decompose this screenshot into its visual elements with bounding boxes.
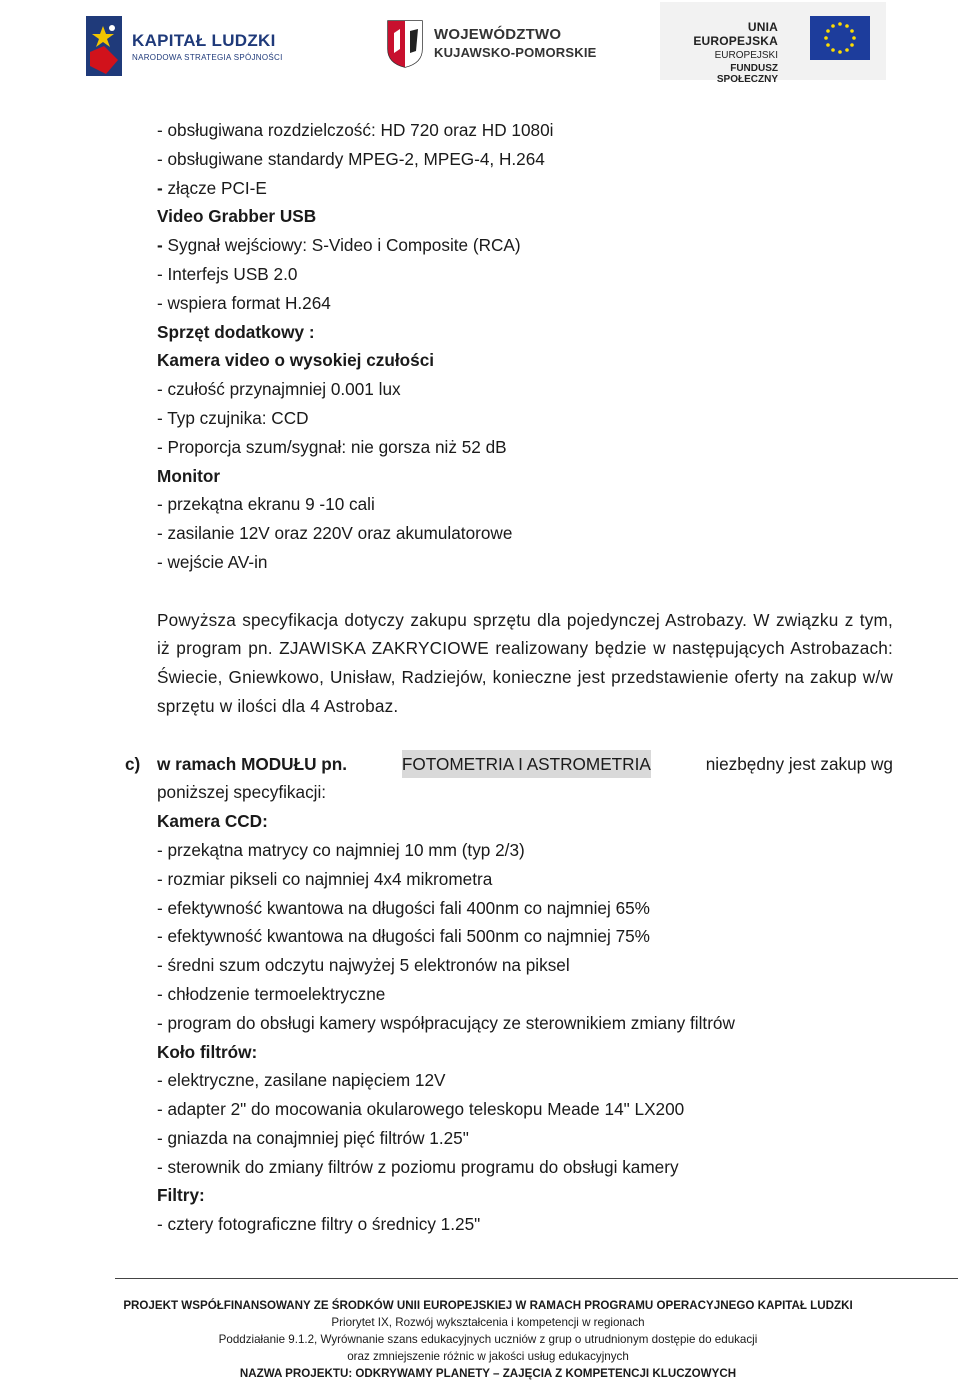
- spec-line: - czułość przynajmniej 0.001 lux: [157, 379, 401, 400]
- module-name-highlight: FOTOMETRIA I ASTROMETRIA: [402, 750, 651, 779]
- camera-title: Kamera video o wysokiej czułości: [157, 350, 435, 371]
- spec-line: - wspiera format H.264: [157, 292, 331, 313]
- spec-line: - gniazda na conajmniej pięć filtrów 1.25": [157, 1127, 469, 1148]
- video-grabber-title: Video Grabber USB: [157, 206, 317, 227]
- astrobaza-paragraph: Powyższa specyfikacja dotyczy zakupu sprzętu dla pojedynczej Astrobazy. W związku z tym, iż program pn. ZJAWISKA ZAKRYCIOWE realizowany będzie w następujących Astrobazach: Świecie, Gniewkowo, Unisław, Radziejów, konieczne jest przedstawienie oferty na zakup w/w sprzętu w ilości dla 4 Astrobaz.: [157, 609, 893, 716]
- spec-line: - obsługiwane standardy MPEG-2, MPEG-4, H.264: [157, 148, 545, 169]
- spec-line: - cztery fotograficzne filtry o średnicy 1.25": [157, 1214, 481, 1235]
- spec-line-pci: [157, 174, 893, 203]
- eu-logo-text: [678, 20, 778, 85]
- header-logos: [0, 0, 960, 90]
- spacer: [157, 577, 893, 606]
- spec-line: - efektywność kwantowa na długości fali 500nm co najmniej 75%: [157, 926, 650, 947]
- document-body: [125, 116, 893, 1239]
- footer: [0, 1297, 960, 1382]
- spec-line: - efektywność kwantowa na długości fali 400nm co najmniej 65%: [157, 897, 650, 918]
- pci-text: złącze PCI-E: [162, 177, 267, 198]
- crest-icon: [386, 19, 424, 69]
- spec-line: - elektryczne, zasilane napięciem 12V: [157, 1070, 446, 1091]
- spec-line: - średni szum odczytu najwyżej 5 elektronów na piksel: [157, 955, 570, 976]
- spacer: [157, 721, 893, 750]
- footer-line4: oraz zmniejszenie różnic w jakości usług edukacyjnych: [347, 1350, 629, 1363]
- bold-dash: -: [157, 177, 163, 198]
- wojewodztwo-line2: KUJAWSKO-POMORSKIE: [434, 45, 597, 60]
- ccd-camera-title: Kamera CCD:: [157, 811, 268, 832]
- section-c-intro: w ramach MODUŁU pn.: [157, 753, 348, 774]
- eu-line3: FUNDUSZ SPOŁECZNY: [716, 63, 778, 85]
- kapital-ludzki-logo: [86, 14, 283, 78]
- eu-line1: UNIA EUROPEJSKA: [693, 20, 778, 48]
- spec-line: - przekątna ekranu 9 -10 cali: [157, 494, 375, 515]
- wojewodztwo-line1: WOJEWÓDZTWO: [434, 26, 562, 43]
- section-c-second-line: poniższej specyfikacji:: [157, 782, 327, 803]
- signal-text: Sygnał wejściowy: S-Video i Composite (RCA): [162, 235, 521, 256]
- spec-line: - wejście AV-in: [157, 551, 268, 572]
- spec-line: - chłodzenie termoelektryczne: [157, 983, 386, 1004]
- spec-line: - przekątna matrycy co najmniej 10 mm (typ 2/3): [157, 839, 525, 860]
- wojewodztwo-logo: [386, 16, 597, 72]
- section-c-label: c): [125, 753, 141, 774]
- eu-line2: EUROPEJSKI: [714, 50, 778, 61]
- spec-line: - program do obsługi kamery współpracujący ze sterownikiem zmiany filtrów: [157, 1012, 735, 1033]
- footer-line2: Priorytet IX, Rozwój wykształcenia i kompetencji w regionach: [331, 1316, 645, 1329]
- kapital-ludzki-subtitle: NARODOWA STRATEGIA SPÓJNOŚCI: [132, 52, 283, 62]
- bold-dash: -: [157, 235, 163, 256]
- footer-line1: PROJEKT WSPÓŁFINANSOWANY ZE ŚRODKÓW UNII EUROPEJSKIEJ W RAMACH PROGRAMU OPERACYJNEGO KAPITAŁ LUDZKI: [123, 1299, 853, 1312]
- section-c-first-line: [157, 750, 893, 779]
- extra-equipment-title: Sprzęt dodatkowy :: [157, 321, 315, 342]
- kapital-ludzki-emblem-icon: [86, 16, 122, 76]
- spec-line: - adapter 2" do mocowania okularowego teleskopu Meade 14" LX200: [157, 1099, 685, 1120]
- footer-line3: Poddziałanie 9.1.2, Wyrównanie szans edukacyjnych uczniów z grup o utrudnionym dostępie do edukacji: [218, 1333, 758, 1346]
- spec-line: - Proporcja szum/sygnał: nie gorsza niż 52 dB: [157, 436, 507, 457]
- footer-line5: NAZWA PROJEKTU: ODKRYWAMY PLANETY – ZAJĘCIA Z KOMPETENCJI KLUCZOWYCH: [239, 1367, 737, 1380]
- spec-line: - zasilanie 12V oraz 220V oraz akumulatorowe: [157, 523, 513, 544]
- section-c-rest: niezbędny jest zakup wg: [705, 753, 893, 774]
- spec-line: - Interfejs USB 2.0: [157, 263, 298, 284]
- spec-line: - sterownik do zmiany filtrów z poziomu programu do obsługi kamery: [157, 1156, 679, 1177]
- eu-flag-icon: [810, 16, 870, 60]
- footer-divider: [115, 1278, 958, 1279]
- spec-line: - obsługiwana rozdzielczość: HD 720 oraz HD 1080i: [157, 120, 554, 140]
- section-c: [125, 750, 893, 808]
- filter-wheel-title: Koło filtrów:: [157, 1041, 258, 1062]
- spec-line-signal: [157, 231, 893, 260]
- kapital-ludzki-title: KAPITAŁ LUDZKI: [132, 30, 276, 50]
- eu-logo: [660, 2, 886, 85]
- spec-line: - Typ czujnika: CCD: [157, 407, 309, 428]
- spec-line: - rozmiar pikseli co najmniej 4x4 mikrometra: [157, 868, 493, 889]
- filters-title: Filtry:: [157, 1185, 205, 1206]
- monitor-title: Monitor: [157, 465, 221, 486]
